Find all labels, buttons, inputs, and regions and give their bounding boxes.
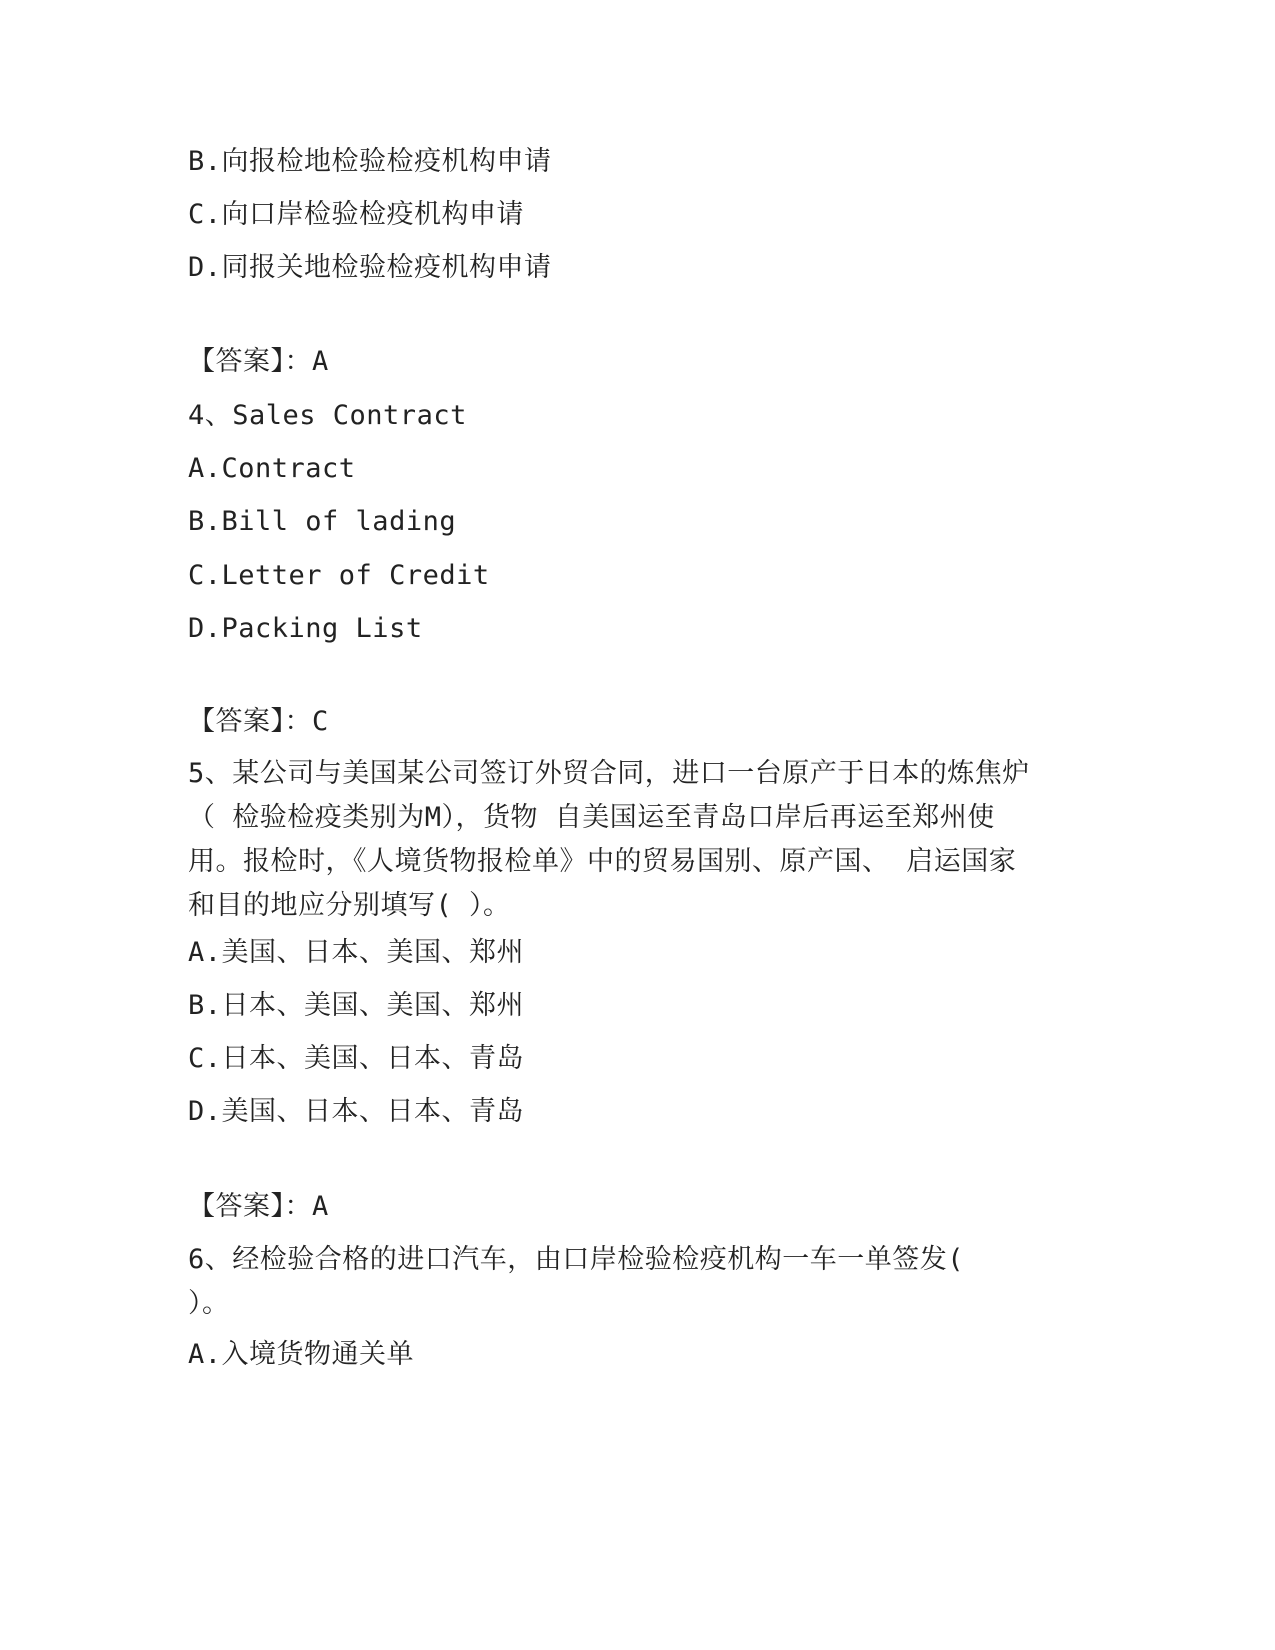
q4-question: 4、Sales Contract bbox=[188, 400, 467, 431]
q3-option-d: D.同报关地检验检疫机构申请 bbox=[188, 252, 552, 283]
q6-question bbox=[188, 1238, 1088, 1326]
q5-option-d: D.美国、日本、日本、青岛 bbox=[188, 1096, 525, 1127]
q5-question-line: （ 检验检疫类别为M），货物 自美国运至青岛口岸后再运至郑州使 bbox=[188, 802, 995, 833]
q4-option-a: A.Contract bbox=[188, 453, 356, 484]
q3-answer: 【答案】：A bbox=[188, 346, 329, 377]
q5-option-b: B.日本、美国、美国、郑州 bbox=[188, 990, 525, 1021]
q6-option-a: A.入境货物通关单 bbox=[188, 1339, 415, 1370]
q5-question bbox=[188, 752, 1088, 928]
q5-option-c: C.日本、美国、日本、青岛 bbox=[188, 1043, 525, 1074]
q6-question-line: 6、经检验合格的进口汽车，由口岸检验检疫机构一车一单签发( bbox=[188, 1244, 965, 1275]
q5-question-line: 5、某公司与美国某公司签订外贸合同，进口一台原产于日本的炼焦炉 bbox=[188, 758, 1030, 789]
q3-option-c: C.向口岸检验检疫机构申请 bbox=[188, 199, 525, 230]
q5-option-a: A.美国、日本、美国、郑州 bbox=[188, 937, 525, 968]
q4-option-c: C.Letter of Credit bbox=[188, 560, 490, 591]
q4-answer: 【答案】：C bbox=[188, 706, 329, 737]
q4-option-d: D.Packing List bbox=[188, 613, 423, 644]
q6-question-line: ）。 bbox=[188, 1288, 230, 1319]
q4-option-b: B.Bill of lading bbox=[188, 506, 457, 537]
q5-question-line: 和目的地应分别填写( ）。 bbox=[188, 890, 511, 921]
q3-option-b: B.向报检地检验检疫机构申请 bbox=[188, 146, 552, 177]
q5-question-line: 用。报检时，《人境货物报检单》中的贸易国别、原产国、 启运国家 bbox=[188, 846, 1017, 877]
q5-answer: 【答案】：A bbox=[188, 1191, 329, 1222]
